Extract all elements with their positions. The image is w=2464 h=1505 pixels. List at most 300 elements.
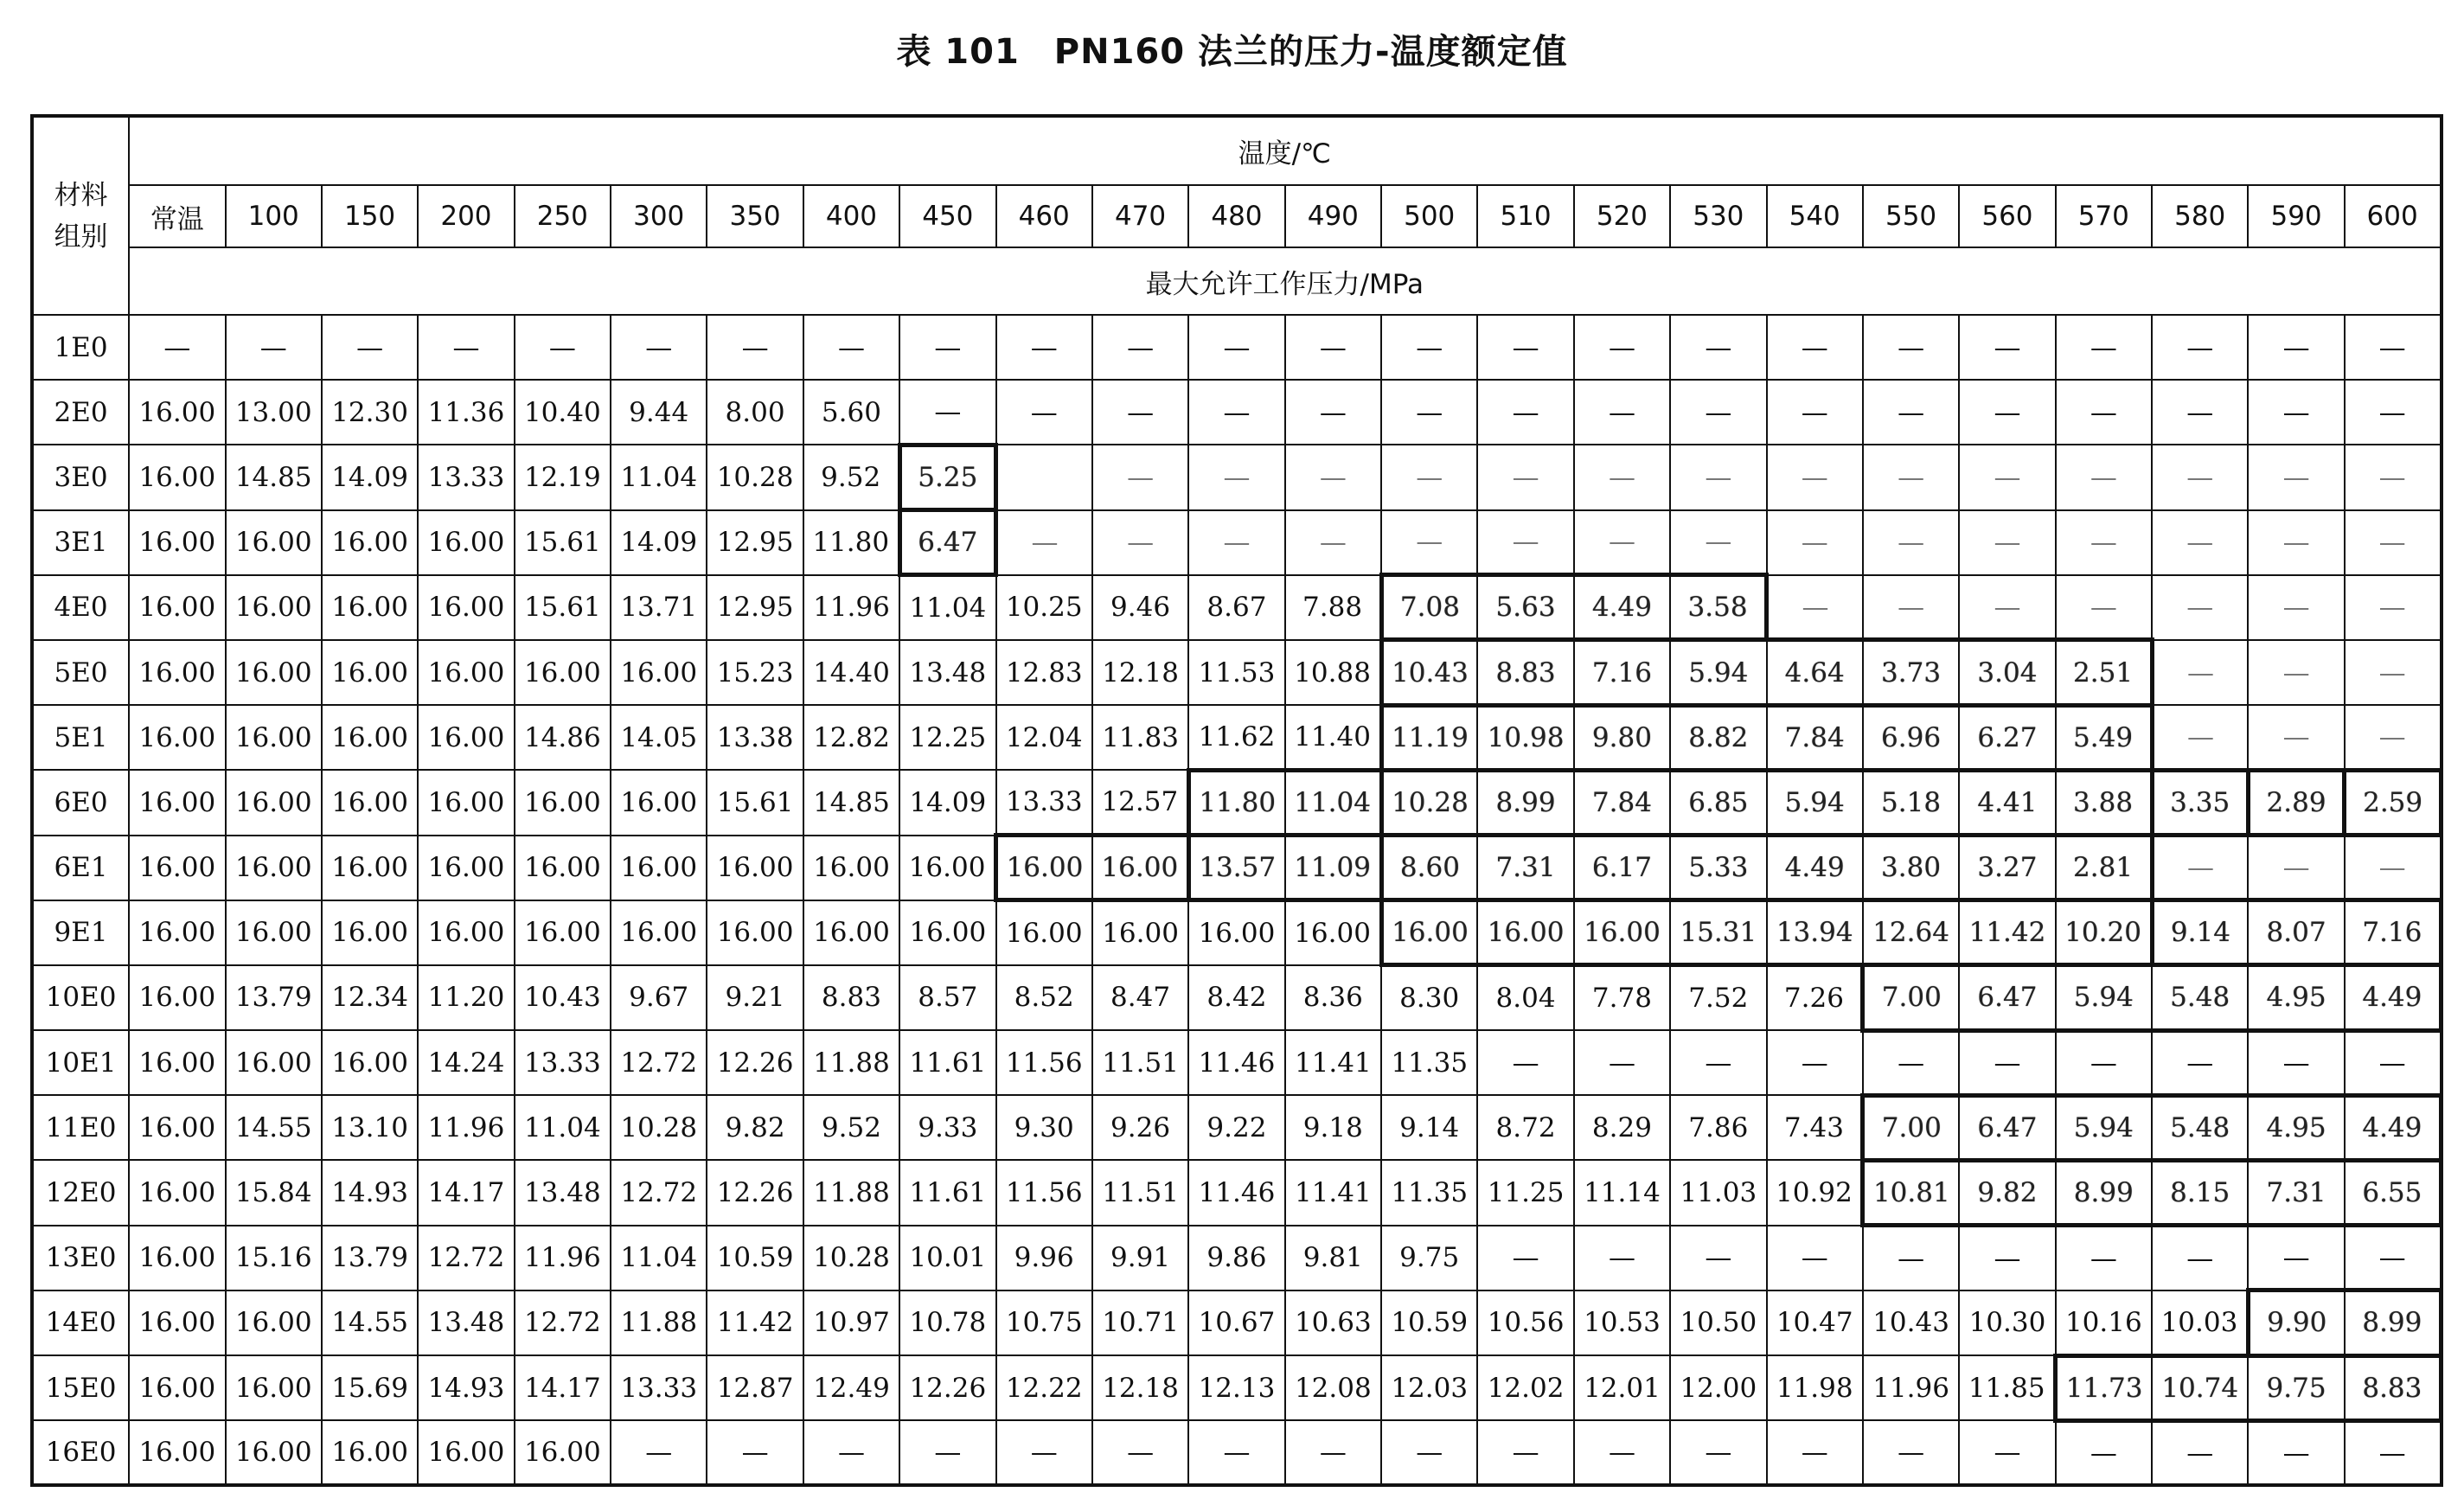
pressure-value-cell: 7.84 [1574, 770, 1670, 835]
pressure-value-cell: — [2056, 1420, 2152, 1485]
temperature-column-header: 常温 [129, 185, 225, 247]
material-group-cell: 10E0 [32, 965, 129, 1030]
pressure-value-cell: 16.00 [226, 1030, 322, 1095]
pressure-value-cell: — [2056, 315, 2152, 380]
pressure-value-cell: 5.18 [1863, 770, 1959, 835]
pressure-value-cell: 13.48 [515, 1160, 611, 1225]
pressure-value-cell: — [1670, 315, 1766, 380]
pressure-value-cell: 5.33 [1670, 836, 1766, 900]
pressure-value-cell: 9.33 [899, 1095, 995, 1160]
pressure-value-cell: 15.69 [322, 1355, 418, 1420]
pressure-value-cell: — [1670, 1226, 1766, 1290]
pressure-value-cell: 10.59 [1381, 1290, 1477, 1355]
pressure-value-cell: 10.88 [1285, 640, 1381, 705]
pressure-value-cell: — [611, 315, 707, 380]
pressure-value-cell: 12.18 [1092, 640, 1188, 705]
pressure-value-cell: 11.19 [1381, 705, 1477, 770]
pressure-value-cell: — [1092, 380, 1188, 445]
pressure-value-cell: 10.20 [2056, 900, 2152, 965]
pressure-value-cell: 8.00 [707, 380, 803, 445]
pressure-value-cell: 4.49 [1574, 575, 1670, 640]
pressure-value-cell: 12.34 [322, 965, 418, 1030]
table-title: PN160 法兰的压力-温度额定值 [1053, 32, 1568, 72]
pressure-value-cell: 14.93 [322, 1160, 418, 1225]
pressure-value-cell: 12.30 [322, 380, 418, 445]
temperature-column-header: 150 [322, 185, 418, 247]
pressure-value-cell: — [996, 380, 1092, 445]
pressure-value-cell: — [1092, 1420, 1188, 1485]
pressure-value-cell: — [1574, 315, 1670, 380]
pressure-value-cell: 10.16 [2056, 1290, 2152, 1355]
pressure-value-cell: — [2152, 575, 2248, 640]
pressure-value-cell: 13.10 [322, 1095, 418, 1160]
material-group-cell: 1E0 [32, 315, 129, 380]
pressure-value-cell: 10.50 [1670, 1290, 1766, 1355]
pressure-value-cell: — [2152, 445, 2248, 509]
pressure-value-cell: — [2152, 315, 2248, 380]
pressure-value-cell: 11.35 [1381, 1030, 1477, 1095]
pressure-value-cell: 10.43 [1863, 1290, 1959, 1355]
pressure-value-cell: — [1381, 510, 1477, 575]
pressure-value-cell: 13.48 [418, 1290, 514, 1355]
pressure-value-cell: 11.46 [1188, 1030, 1284, 1095]
pressure-value-cell: — [2248, 640, 2344, 705]
pressure-value-cell: 9.80 [1574, 705, 1670, 770]
pressure-value-cell: — [515, 315, 611, 380]
pressure-value-cell: 11.83 [1092, 705, 1188, 770]
pressure-value-cell: 10.67 [1188, 1290, 1284, 1355]
pressure-value-cell: 10.03 [2152, 1290, 2248, 1355]
pressure-value-cell: — [1863, 1226, 1959, 1290]
pressure-value-cell: 8.60 [1381, 836, 1477, 900]
pressure-value-cell: 16.00 [322, 836, 418, 900]
pressure-value-cell: 13.79 [226, 965, 322, 1030]
pressure-value-cell: 11.96 [418, 1095, 514, 1160]
pressure-value-cell: 9.52 [803, 445, 899, 509]
pressure-value-cell: 10.28 [803, 1226, 899, 1290]
pressure-value-cell: — [1959, 510, 2055, 575]
material-group-cell: 5E0 [32, 640, 129, 705]
table-row [32, 315, 2442, 380]
pressure-value-cell: 16.00 [226, 1290, 322, 1355]
pressure-value-cell: 13.38 [707, 705, 803, 770]
pressure-value-cell: 9.14 [1381, 1095, 1477, 1160]
table-row [32, 1355, 2442, 1420]
pressure-value-cell: — [1477, 445, 1573, 509]
pressure-value-cell: 5.63 [1477, 575, 1573, 640]
pressure-value-cell: 11.36 [418, 380, 514, 445]
pressure-value-cell: 7.52 [1670, 965, 1766, 1030]
pressure-value-cell: — [1477, 315, 1573, 380]
pressure-value-cell: 9.52 [803, 1095, 899, 1160]
pressure-value-cell: — [1285, 510, 1381, 575]
pressure-value-cell: 13.33 [418, 445, 514, 509]
pressure-value-cell: 16.00 [226, 1355, 322, 1420]
pressure-value-cell: 12.26 [707, 1030, 803, 1095]
pressure-value-cell: — [2248, 705, 2344, 770]
pressure-value-cell: — [1092, 445, 1188, 509]
pressure-value-cell: — [2345, 640, 2442, 705]
pressure-value-cell: — [899, 315, 995, 380]
pressure-value-cell: 14.05 [611, 705, 707, 770]
pressure-value-cell: — [1767, 1030, 1863, 1095]
pressure-value-cell: 9.67 [611, 965, 707, 1030]
pressure-value-cell: — [2152, 640, 2248, 705]
pressure-value-cell: 16.00 [129, 640, 225, 705]
pressure-value-cell: 2.89 [2248, 770, 2344, 835]
pressure-value-cell: 9.81 [1285, 1226, 1381, 1290]
material-group-cell: 15E0 [32, 1355, 129, 1420]
material-group-cell: 6E0 [32, 770, 129, 835]
pressure-value-cell: 11.04 [1285, 770, 1381, 835]
pressure-value-cell: 12.72 [611, 1030, 707, 1095]
pressure-value-cell: — [1381, 445, 1477, 509]
pressure-value-cell: 4.41 [1959, 770, 2055, 835]
pressure-value-cell: 9.91 [1092, 1226, 1188, 1290]
material-group-cell: 3E0 [32, 445, 129, 509]
pressure-value-cell: 16.00 [226, 640, 322, 705]
pressure-value-cell: 11.04 [611, 445, 707, 509]
pressure-value-cell: 14.85 [803, 770, 899, 835]
pressure-value-cell: 12.22 [996, 1355, 1092, 1420]
pressure-value-cell: 11.98 [1767, 1355, 1863, 1420]
pressure-value-cell: 10.71 [1092, 1290, 1188, 1355]
table-row [32, 705, 2442, 770]
pressure-value-cell: 10.59 [707, 1226, 803, 1290]
pressure-value-cell: 10.63 [1285, 1290, 1381, 1355]
pressure-value-cell: — [1959, 1226, 2055, 1290]
pressure-value-cell: — [2152, 510, 2248, 575]
pressure-value-cell: 11.35 [1381, 1160, 1477, 1225]
temperature-header: 温度/℃ [129, 116, 2441, 185]
pressure-value-cell: 8.72 [1477, 1095, 1573, 1160]
pressure-value-cell: 10.81 [1863, 1160, 1959, 1225]
pressure-value-cell: 12.64 [1863, 900, 1959, 965]
pressure-value-cell: — [1188, 380, 1284, 445]
pressure-value-cell: — [2152, 1030, 2248, 1095]
pressure-value-cell: 9.30 [996, 1095, 1092, 1160]
pressure-value-cell: 12.13 [1188, 1355, 1284, 1420]
pressure-value-cell: — [1670, 1420, 1766, 1485]
pressure-value-cell: 16.00 [418, 575, 514, 640]
pressure-value-cell: 12.72 [515, 1290, 611, 1355]
pressure-value-cell: 5.48 [2152, 1095, 2248, 1160]
pressure-value-cell: 4.95 [2248, 1095, 2344, 1160]
pressure-value-cell: 14.85 [226, 445, 322, 509]
pressure-value-cell: 16.00 [899, 836, 995, 900]
pressure-value-cell: 11.42 [1959, 900, 2055, 965]
pressure-value-cell: — [322, 315, 418, 380]
pressure-value-cell: 16.00 [226, 770, 322, 835]
pressure-value-cell [996, 445, 1092, 509]
temperature-column-header: 250 [515, 185, 611, 247]
pressure-value-cell: 14.86 [515, 705, 611, 770]
pressure-value-cell: 16.00 [129, 965, 225, 1030]
pressure-value-cell: 15.61 [707, 770, 803, 835]
pressure-value-cell: 16.00 [129, 380, 225, 445]
pressure-value-cell: 16.00 [707, 900, 803, 965]
pressure-value-cell: 14.55 [322, 1290, 418, 1355]
pressure-value-cell: 6.47 [1959, 965, 2055, 1030]
pressure-value-cell: 11.09 [1285, 836, 1381, 900]
pressure-value-cell: 9.86 [1188, 1226, 1284, 1290]
pressure-value-cell: 12.82 [803, 705, 899, 770]
pressure-value-cell: 10.30 [1959, 1290, 2055, 1355]
pressure-value-cell: — [2056, 445, 2152, 509]
pressure-value-cell: — [1574, 510, 1670, 575]
pressure-value-cell: — [2056, 380, 2152, 445]
pressure-value-cell: 11.73 [2056, 1355, 2152, 1420]
pressure-value-cell: 6.85 [1670, 770, 1766, 835]
pressure-value-cell: 7.43 [1767, 1095, 1863, 1160]
pressure-value-cell: — [2345, 1226, 2442, 1290]
table-row [32, 770, 2442, 835]
pressure-value-cell: 6.55 [2345, 1160, 2442, 1225]
material-group-cell: 13E0 [32, 1226, 129, 1290]
pressure-value-cell: 16.00 [418, 510, 514, 575]
pressure-value-cell: 9.96 [996, 1226, 1092, 1290]
pressure-value-cell: 13.71 [611, 575, 707, 640]
pressure-value-cell: 10.75 [996, 1290, 1092, 1355]
pressure-value-cell: 11.14 [1574, 1160, 1670, 1225]
pressure-value-cell: 16.00 [129, 575, 225, 640]
pressure-value-cell: 3.58 [1670, 575, 1766, 640]
pressure-value-cell: 5.60 [803, 380, 899, 445]
material-group-cell: 2E0 [32, 380, 129, 445]
pressure-value-cell: 2.51 [2056, 640, 2152, 705]
pressure-value-cell: 7.78 [1574, 965, 1670, 1030]
pressure-value-cell: — [2248, 1030, 2344, 1095]
pressure-value-cell: 16.00 [1188, 900, 1284, 965]
pressure-value-cell: 7.26 [1767, 965, 1863, 1030]
pressure-value-cell: — [1670, 510, 1766, 575]
pressure-value-cell: — [1959, 575, 2055, 640]
pressure-value-cell: 5.48 [2152, 965, 2248, 1030]
pressure-value-cell: 15.61 [515, 510, 611, 575]
table-row [32, 1160, 2442, 1225]
pressure-value-cell: 6.96 [1863, 705, 1959, 770]
pressure-value-cell: 13.94 [1767, 900, 1863, 965]
pressure-value-cell: 16.00 [322, 900, 418, 965]
pressure-value-cell: — [1188, 445, 1284, 509]
pressure-value-cell: — [2345, 705, 2442, 770]
pressure-value-cell: 11.46 [1188, 1160, 1284, 1225]
pressure-value-cell: 11.80 [803, 510, 899, 575]
temperature-column-header: 570 [2056, 185, 2152, 247]
pressure-value-cell: — [2152, 1420, 2248, 1485]
pressure-value-cell: — [1574, 1030, 1670, 1095]
pressure-value-cell: 13.48 [899, 640, 995, 705]
pressure-value-cell: — [899, 1420, 995, 1485]
pressure-value-cell: 16.00 [418, 640, 514, 705]
pressure-value-cell: 7.16 [1574, 640, 1670, 705]
temperature-column-header: 500 [1381, 185, 1477, 247]
pressure-value-cell: 11.61 [899, 1160, 995, 1225]
pressure-value-cell: — [2248, 315, 2344, 380]
pressure-value-cell: 11.85 [1959, 1355, 2055, 1420]
pressure-value-cell: 16.00 [322, 770, 418, 835]
pressure-value-cell: — [1574, 1420, 1670, 1485]
temperature-column-header: 510 [1477, 185, 1573, 247]
pressure-value-cell: 9.82 [1959, 1160, 2055, 1225]
pressure-value-cell: 9.75 [1381, 1226, 1477, 1290]
pressure-value-cell: 16.00 [1092, 900, 1188, 965]
pressure-value-cell: 11.20 [418, 965, 514, 1030]
pressure-value-cell: — [2056, 575, 2152, 640]
pressure-value-cell: — [1863, 1030, 1959, 1095]
pressure-value-cell: 16.00 [611, 900, 707, 965]
table-row [32, 575, 2442, 640]
pressure-value-cell: 11.96 [1863, 1355, 1959, 1420]
pressure-value-cell: 16.00 [418, 705, 514, 770]
pressure-value-cell: — [996, 1420, 1092, 1485]
pressure-value-cell: — [1574, 380, 1670, 445]
pressure-value-cell: 11.96 [515, 1226, 611, 1290]
pressure-value-cell: 13.00 [226, 380, 322, 445]
pressure-value-cell: 5.94 [1767, 770, 1863, 835]
pressure-value-cell: — [2248, 1226, 2344, 1290]
pressure-value-cell: — [1670, 445, 1766, 509]
pressure-value-cell: 14.17 [515, 1355, 611, 1420]
pressure-value-cell: 16.00 [418, 836, 514, 900]
material-group-cell: 14E0 [32, 1290, 129, 1355]
pressure-value-cell: 3.04 [1959, 640, 2055, 705]
pressure-value-cell: 14.93 [418, 1355, 514, 1420]
pressure-value-cell: 16.00 [996, 900, 1092, 965]
pressure-value-cell: 3.80 [1863, 836, 1959, 900]
pressure-value-cell: — [1767, 510, 1863, 575]
pressure-value-cell: 4.95 [2248, 965, 2344, 1030]
material-group-cell: 10E1 [32, 1030, 129, 1095]
pressure-value-cell: — [1959, 1030, 2055, 1095]
pressure-value-cell: 9.21 [707, 965, 803, 1030]
pressure-value-cell: — [129, 315, 225, 380]
pressure-value-cell: 16.00 [226, 900, 322, 965]
table-number: 表 101 [896, 32, 1020, 72]
pressure-value-cell: — [2248, 1420, 2344, 1485]
temperature-column-header: 550 [1863, 185, 1959, 247]
pressure-value-cell: 10.28 [707, 445, 803, 509]
temperature-column-header: 200 [418, 185, 514, 247]
pressure-value-cell: 11.42 [707, 1290, 803, 1355]
material-group-cell: 11E0 [32, 1095, 129, 1160]
pressure-value-cell: — [1863, 1420, 1959, 1485]
pressure-value-cell: 11.04 [515, 1095, 611, 1160]
pressure-value-cell: — [611, 1420, 707, 1485]
pressure-value-cell: — [2056, 1030, 2152, 1095]
pressure-value-cell: 16.00 [803, 900, 899, 965]
temperature-column-header: 450 [899, 185, 995, 247]
pressure-header: 最大允许工作压力/MPa [129, 247, 2441, 315]
pressure-value-cell: 5.94 [1670, 640, 1766, 705]
pressure-temperature-table [30, 114, 2443, 1487]
pressure-value-cell: 9.26 [1092, 1095, 1188, 1160]
pressure-value-cell: — [1188, 1420, 1284, 1485]
pressure-value-cell: 14.40 [803, 640, 899, 705]
pressure-value-cell: 16.00 [1285, 900, 1381, 965]
table-row [32, 1420, 2442, 1485]
temperature-column-header: 530 [1670, 185, 1766, 247]
pressure-value-cell: 16.00 [1477, 900, 1573, 965]
material-group-header: 材料组别 [32, 116, 129, 315]
pressure-value-cell: 8.99 [1477, 770, 1573, 835]
pressure-value-cell: 4.49 [1767, 836, 1863, 900]
table-row [32, 510, 2442, 575]
pressure-value-cell: 8.15 [2152, 1160, 2248, 1225]
pressure-value-cell: 11.61 [899, 1030, 995, 1095]
pressure-value-cell: 10.25 [996, 575, 1092, 640]
pressure-value-cell: 10.40 [515, 380, 611, 445]
pressure-value-cell: 16.00 [611, 640, 707, 705]
pressure-value-cell: 16.00 [899, 900, 995, 965]
pressure-value-cell: 8.04 [1477, 965, 1573, 1030]
pressure-value-cell: 10.92 [1767, 1160, 1863, 1225]
pressure-value-cell: — [2345, 445, 2442, 509]
pressure-value-cell: 16.00 [129, 510, 225, 575]
pressure-value-cell: — [1092, 315, 1188, 380]
pressure-value-cell: 9.18 [1285, 1095, 1381, 1160]
pressure-value-cell: 16.00 [129, 1420, 225, 1485]
pressure-value-cell: — [1863, 510, 1959, 575]
pressure-value-cell: — [1863, 445, 1959, 509]
pressure-value-cell: 16.00 [1574, 900, 1670, 965]
pressure-value-cell: 12.72 [418, 1226, 514, 1290]
pressure-value-cell: — [1188, 315, 1284, 380]
pressure-value-cell: 16.00 [418, 1420, 514, 1485]
pressure-value-cell: 16.00 [129, 900, 225, 965]
pressure-value-cell: 12.02 [1477, 1355, 1573, 1420]
pressure-value-cell: 12.95 [707, 575, 803, 640]
pressure-value-cell: — [2152, 836, 2248, 900]
pressure-value-cell: 10.56 [1477, 1290, 1573, 1355]
pressure-value-cell: 3.73 [1863, 640, 1959, 705]
temperature-column-header: 100 [226, 185, 322, 247]
pressure-value-cell: 16.00 [418, 900, 514, 965]
table-row [32, 380, 2442, 445]
pressure-value-cell: 12.00 [1670, 1355, 1766, 1420]
pressure-value-cell: 16.00 [322, 640, 418, 705]
material-group-cell: 5E1 [32, 705, 129, 770]
pressure-value-cell: — [1670, 1030, 1766, 1095]
pressure-value-cell: 10.43 [515, 965, 611, 1030]
pressure-value-cell: 12.08 [1285, 1355, 1381, 1420]
pressure-value-cell: 16.00 [129, 705, 225, 770]
temperature-column-header: 400 [803, 185, 899, 247]
temperature-column-header: 600 [2345, 185, 2442, 247]
pressure-value-cell: 16.00 [515, 836, 611, 900]
table-row [32, 1290, 2442, 1355]
pressure-value-cell: 15.31 [1670, 900, 1766, 965]
table-row [32, 1226, 2442, 1290]
pressure-value-cell: 11.88 [803, 1160, 899, 1225]
pressure-value-cell: — [1381, 315, 1477, 380]
pressure-value-cell: — [2152, 705, 2248, 770]
pressure-value-cell: 12.72 [611, 1160, 707, 1225]
pressure-value-cell: 14.09 [322, 445, 418, 509]
pressure-value-cell: — [226, 315, 322, 380]
pressure-value-cell: — [1670, 380, 1766, 445]
pressure-value-cell: 3.88 [2056, 770, 2152, 835]
pressure-value-cell: 8.99 [2345, 1290, 2442, 1355]
pressure-value-cell: 2.81 [2056, 836, 2152, 900]
pressure-value-cell: 11.41 [1285, 1160, 1381, 1225]
pressure-value-cell: 16.00 [129, 1290, 225, 1355]
pressure-value-cell: 12.26 [707, 1160, 803, 1225]
pressure-value-cell: — [803, 315, 899, 380]
material-group-cell: 16E0 [32, 1420, 129, 1485]
temperature-column-header: 560 [1959, 185, 2055, 247]
pressure-value-cell: 13.33 [996, 770, 1092, 835]
